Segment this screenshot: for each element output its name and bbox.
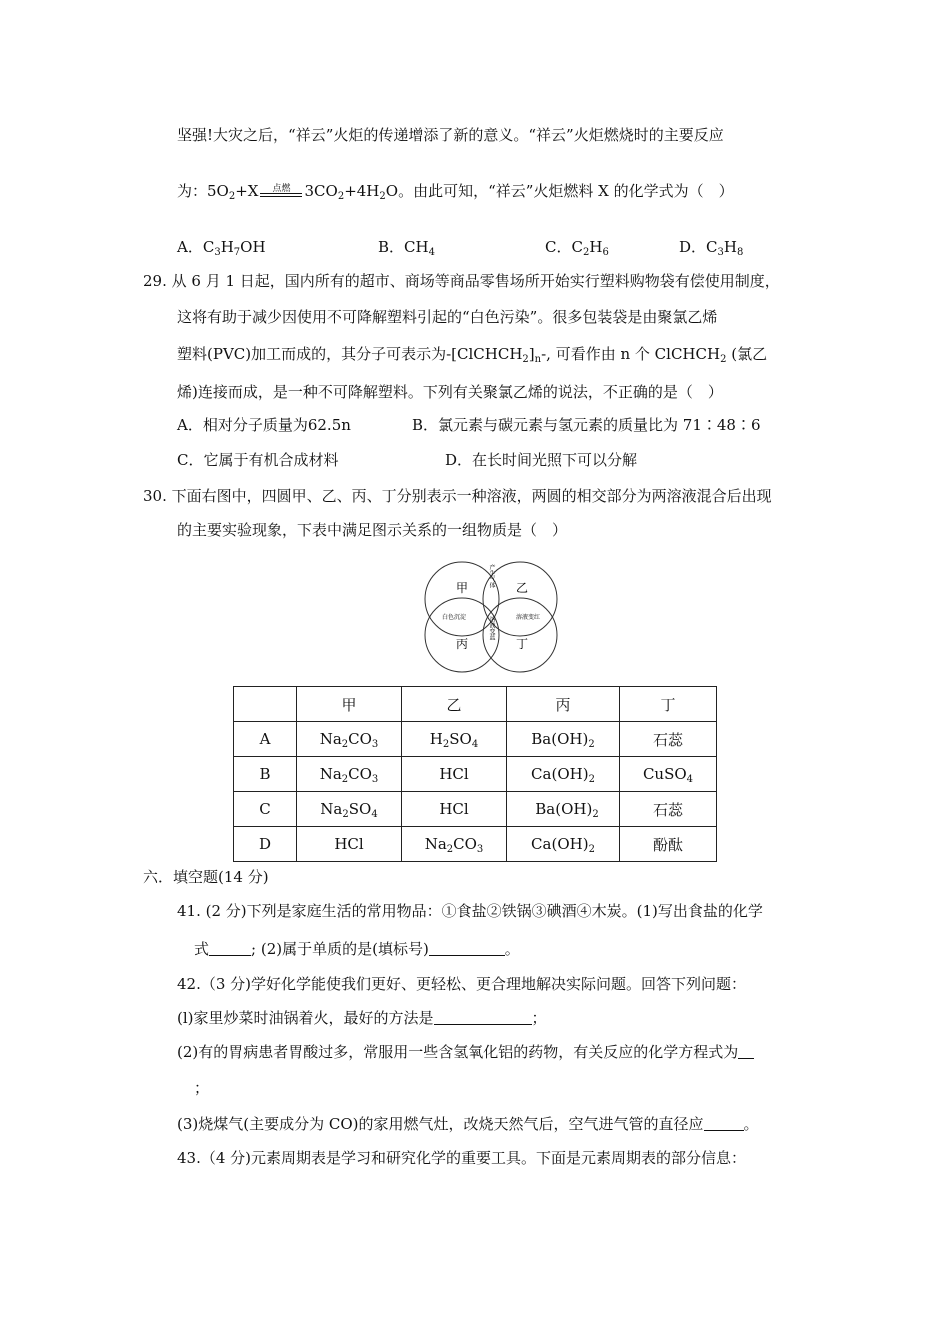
q28-product-a-sub: 2 — [337, 191, 345, 202]
table-row[interactable] — [234, 757, 717, 792]
venn-label-ding: 丁 — [516, 637, 529, 651]
opt-b-sub: 4 — [428, 247, 435, 258]
q30-line2: 的主要实验现象，下表中满足图示关系的一组物质是（ ） — [177, 521, 568, 539]
q42-blank-3[interactable] — [704, 1114, 744, 1131]
cell-text: CO — [348, 730, 372, 748]
table-row[interactable] — [234, 722, 717, 757]
opt-a-mid: H — [220, 238, 234, 256]
q28-suffix: 。由此可知，“祥云”火炬燃料 X 的化学式为（ ） — [398, 182, 734, 200]
cell-text: Ca(OH) — [531, 835, 589, 853]
cell-sub: 4 — [371, 809, 378, 820]
cell-ding: 石蕊 — [620, 722, 717, 757]
cell-text: CuSO — [642, 765, 687, 783]
q42-line5 — [177, 1113, 759, 1135]
q29-option-a[interactable]: A．相对分子质量为62.5n — [177, 416, 351, 434]
opt-c-label: C．C — [545, 238, 583, 256]
row-label: D — [234, 827, 297, 862]
cell-text: CO — [348, 765, 372, 783]
q42-line2-text: (l)家里炒菜时油锅着火，最好的方法是 — [177, 1009, 434, 1027]
venn-right-phenomenon: 溶液变红 — [516, 615, 541, 621]
q42-line4: ； — [194, 1079, 210, 1097]
q42-line5-text: (3)烧煤气(主要成分为 CO)的家用燃气灶，改烧天然气后，空气进气管的直径应 — [177, 1115, 704, 1133]
venn-bottom-phenomenon: 溶液变蓝 — [488, 616, 494, 640]
cell-sub: 2 — [588, 774, 595, 785]
q28-product-b-sub: 2 — [379, 191, 386, 202]
table-row[interactable] — [234, 792, 717, 827]
opt-d-sub2: 8 — [736, 247, 744, 258]
q28-line1: 坚强!大灾之后，“祥云”火炬的传递增添了新的意义。“祥云”火炬燃烧时的主要反应 — [177, 126, 724, 144]
opt-a-sub1: 3 — [214, 247, 221, 258]
q29-line2: 这将有助于减少因使用不可降解塑料引起的“白色污染”。很多包装袋是由聚氯乙烯 — [177, 308, 718, 326]
q29-line3-sub2: n — [534, 354, 542, 365]
venn-label-bing: 丙 — [456, 637, 469, 651]
row-label: C — [234, 792, 297, 827]
reaction-condition: 点燃 — [272, 184, 291, 194]
q41-line2-b: ; (2)属于单质的是(填标号) — [251, 940, 429, 958]
opt-c-mid: H — [589, 238, 603, 256]
cell-yi — [402, 722, 507, 757]
q41-line2 — [194, 938, 520, 960]
row-label: A — [234, 722, 297, 757]
header-yi: 乙 — [402, 687, 507, 722]
cell-text: Ca(OH) — [531, 765, 589, 783]
opt-a-label: A．C — [177, 238, 215, 256]
venn-label-yi: 乙 — [516, 581, 529, 595]
q28-reactant-a-sub: 2 — [228, 191, 236, 202]
cell-yi: HCl — [402, 757, 507, 792]
cell-text: SO — [449, 730, 472, 748]
q28-product-b-tail: O — [385, 182, 399, 200]
q29-option-c[interactable]: C．它属于有机合成材料 — [177, 451, 339, 469]
q42-line2-end: ； — [531, 1009, 547, 1027]
table-header-row — [234, 687, 717, 722]
cell-bing — [507, 827, 620, 862]
cell-bing — [507, 722, 620, 757]
q28-product-b: +4H — [344, 182, 380, 200]
cell-text: Ba(OH) — [535, 800, 593, 818]
cell-sub: 4 — [686, 774, 694, 785]
q29-option-d[interactable]: D．在长时间光照下可以分解 — [445, 451, 638, 469]
cell-sub: 2 — [588, 739, 595, 750]
cell-sub: 2 — [592, 809, 599, 820]
cell-text: Ba(OH) — [531, 730, 589, 748]
cell-sub: 3 — [371, 739, 379, 750]
q28-equation-line — [177, 180, 734, 202]
q29-option-b[interactable]: B．氯元素与碳元素与氢元素的质量比为 71∶48∶6 — [412, 416, 761, 434]
q29-line3-d: (氯乙 — [726, 345, 768, 363]
reaction-arrow — [260, 182, 302, 196]
q42-blank-1[interactable] — [434, 1008, 532, 1025]
q42-line3 — [177, 1041, 754, 1063]
row-label: B — [234, 757, 297, 792]
q28-option-b[interactable] — [378, 236, 435, 257]
q28-product-a: 3CO — [304, 182, 338, 200]
cell-jia: HCl — [297, 827, 402, 862]
q29-line3-a: 塑料(PVC)加工而成的，其分子可表示为-[ClCHCH — [177, 345, 523, 363]
cell-text: H — [429, 730, 443, 748]
cell-text: Na — [319, 730, 342, 748]
q29-line3 — [177, 343, 767, 365]
q42-blank-2[interactable] — [738, 1042, 754, 1059]
q41-line2-a: 式 — [194, 940, 210, 958]
header-empty — [234, 687, 297, 722]
q29-line3-sub1: 2 — [522, 354, 529, 365]
q28-prefix: 为： — [177, 182, 208, 200]
cell-yi: HCl — [402, 792, 507, 827]
q29-line3-b: ] — [528, 345, 535, 363]
q42-line2 — [177, 1007, 547, 1029]
cell-bing — [507, 792, 620, 827]
cell-sub: 2 — [342, 809, 349, 820]
venn-left-phenomenon: 白色沉淀 — [442, 615, 467, 621]
q28-plus-x: +X — [235, 182, 259, 200]
q29-line3-c: -, 可看作由 n 个 ClCHCH — [541, 345, 721, 363]
cell-sub: 3 — [476, 844, 484, 855]
cell-bing — [507, 757, 620, 792]
cell-sub: 2 — [442, 739, 450, 750]
header-ding: 丁 — [620, 687, 717, 722]
cell-text: CO — [453, 835, 477, 853]
header-jia: 甲 — [297, 687, 402, 722]
q41-blank-1[interactable] — [209, 939, 251, 956]
opt-a-tail: OH — [240, 238, 266, 256]
cell-text: Na — [319, 765, 342, 783]
section6-title: 六．填空题(14 分) — [143, 868, 269, 886]
q43-line1: 43.（4 分)元素周期表是学习和研究化学的重要工具。下面是元素周期表的部分信息： — [177, 1149, 747, 1167]
q30-table — [233, 686, 717, 862]
q28-reactant-a: 5O — [207, 182, 229, 200]
q41-line1: 41. (2 分)下列是家庭生活的常用物品：①食盐②铁锅③碘酒④木炭。(1)写出食盐的化学 — [177, 902, 763, 920]
venn-top-phenomenon: 产生气体 — [488, 564, 494, 588]
cell-sub: 2 — [341, 739, 349, 750]
q28-option-c[interactable] — [545, 236, 609, 257]
q29-line1: 29. 从 6 月 1 日起，国内所有的超市、商场等商品零售场所开始实行塑料购物袋有偿使用制度， — [143, 272, 780, 290]
opt-c-sub2: 6 — [602, 247, 609, 258]
opt-a-sub2: 7 — [233, 247, 241, 258]
cell-jia — [297, 792, 402, 827]
venn-diagram — [418, 558, 564, 676]
circle-yi — [483, 562, 557, 636]
q41-line2-c: 。 — [504, 940, 520, 958]
q29-line3-sub3: 2 — [720, 354, 727, 365]
cell-text: Na — [424, 835, 447, 853]
q30-line1: 30. 下面右图中，四圆甲、乙、丙、丁分别表示一种溶液，两圆的相交部分为两溶液混合后出现 — [143, 487, 772, 505]
opt-d-sub1: 3 — [717, 247, 724, 258]
cell-sub: 2 — [446, 844, 454, 855]
q42-line5-end: 。 — [743, 1115, 759, 1133]
cell-sub: 2 — [341, 774, 349, 785]
opt-c-sub1: 2 — [582, 247, 590, 258]
cell-ding: 石蕊 — [620, 792, 717, 827]
opt-b-label: B．CH — [378, 238, 429, 256]
cell-yi — [402, 827, 507, 862]
cell-sub: 2 — [588, 844, 595, 855]
header-bing: 丙 — [507, 687, 620, 722]
cell-ding: 酚酞 — [620, 827, 717, 862]
cell-sub: 3 — [371, 774, 379, 785]
cell-sub: 4 — [471, 739, 479, 750]
q29-line4: 烯)连接而成，是一种不可降解塑料。下列有关聚氯乙烯的说法，不正确的是（ ） — [177, 383, 723, 401]
circle-ding — [483, 598, 557, 672]
opt-d-label: D．C — [679, 238, 718, 256]
opt-d-mid: H — [723, 238, 737, 256]
table-row[interactable] — [234, 827, 717, 862]
cell-text: Na — [320, 800, 343, 818]
cell-ding — [620, 757, 717, 792]
q42-line1: 42.（3 分)学好化学能使我们更好、更轻松、更合理地解决实际问题。回答下列问题： — [177, 975, 747, 993]
cell-text: SO — [348, 800, 372, 818]
q28-option-d[interactable] — [679, 236, 743, 257]
q42-line3-text: (2)有的胃病患者胃酸过多，常服用一些含氢氧化铝的药物，有关反应的化学方程式为 — [177, 1043, 739, 1061]
q28-option-a[interactable] — [177, 236, 266, 257]
cell-jia — [297, 757, 402, 792]
venn-label-jia: 甲 — [456, 581, 469, 595]
q41-blank-2[interactable] — [429, 939, 505, 956]
cell-jia — [297, 722, 402, 757]
